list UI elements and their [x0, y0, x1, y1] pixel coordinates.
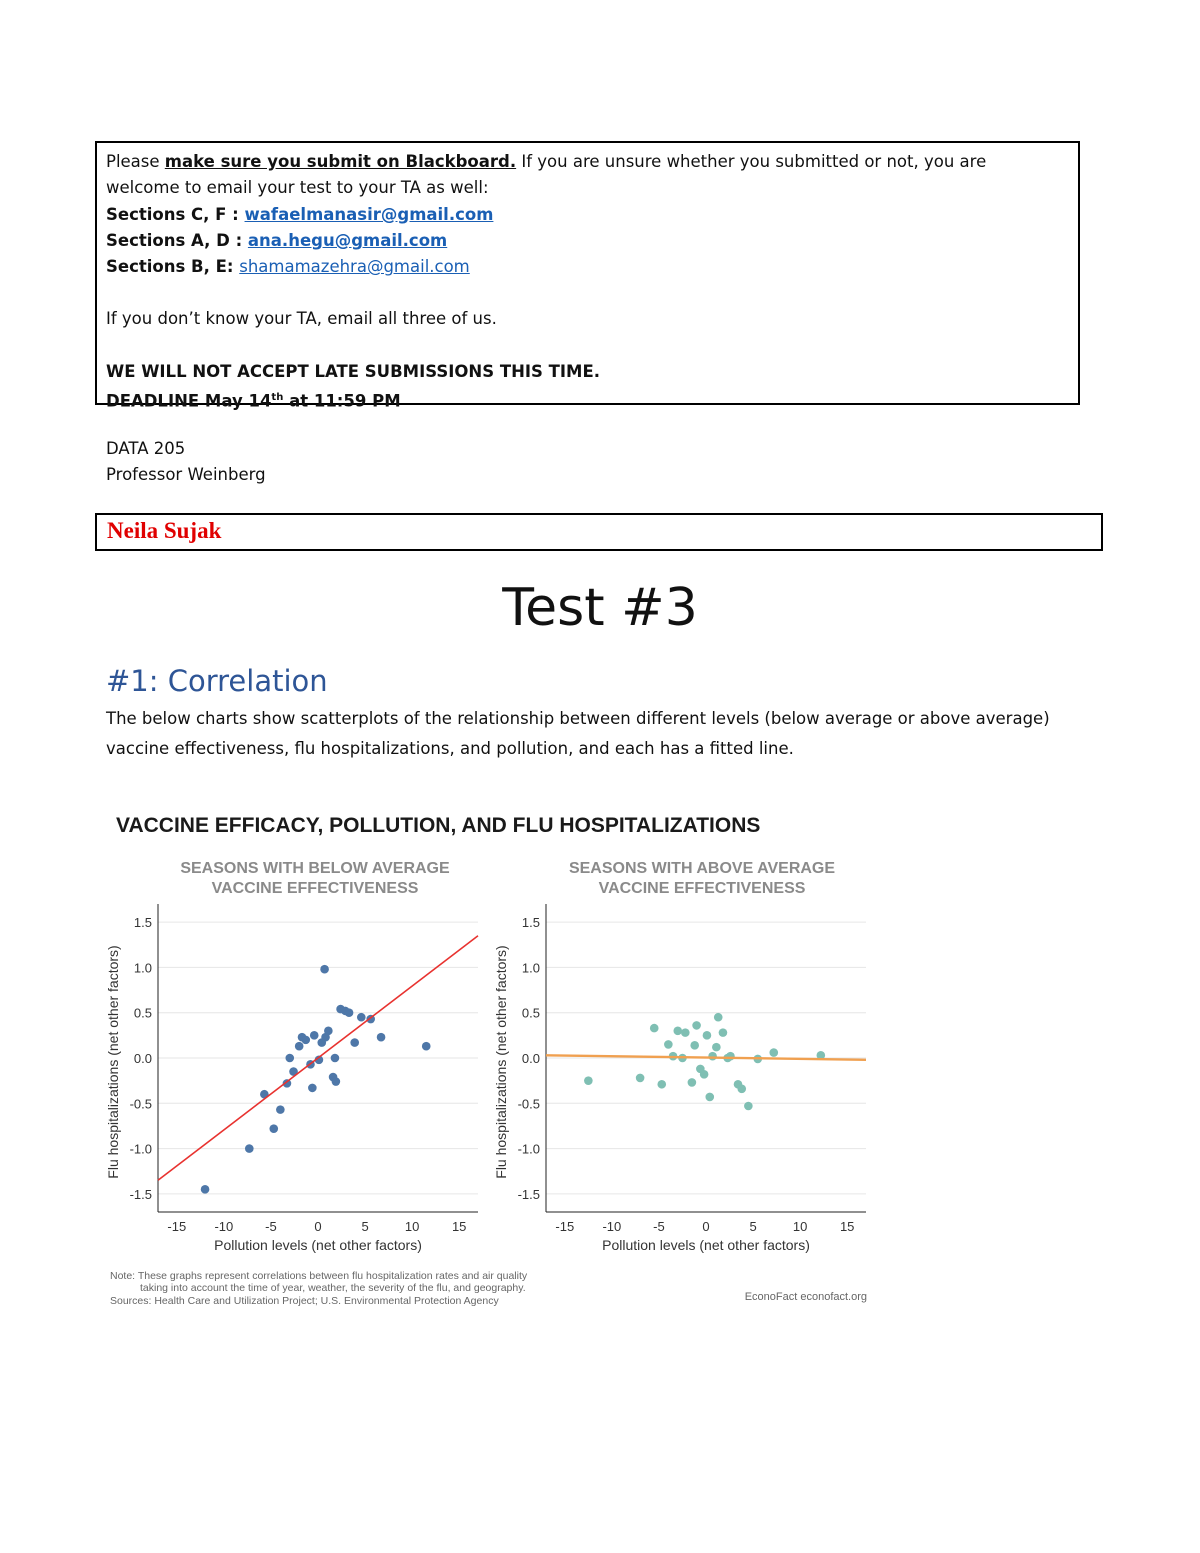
right-data-point — [650, 1024, 659, 1033]
left-data-point — [269, 1124, 278, 1133]
left-data-point — [350, 1038, 359, 1047]
right-data-point — [681, 1028, 690, 1037]
right-data-point — [692, 1021, 701, 1030]
left-x-axis-label: Pollution levels (net other factors) — [214, 1237, 422, 1253]
contact-sections-be: Sections B, E: shamamazehra@gmail.com — [106, 257, 470, 277]
right-data-point — [700, 1070, 709, 1079]
left-x-tick-label: 10 — [404, 1219, 420, 1234]
right-y-tick-label: 1.5 — [521, 915, 540, 931]
figure-svg — [100, 800, 900, 1320]
left-data-point — [332, 1077, 341, 1086]
left-x-tick-label: 0 — [314, 1219, 322, 1234]
left-data-point — [301, 1036, 310, 1045]
right-x-tick-label: 0 — [702, 1219, 710, 1234]
student-name: Neila Sujak — [107, 518, 222, 543]
right-y-tick-label: -1.5 — [517, 1186, 540, 1202]
right-data-point — [673, 1027, 682, 1036]
left-x-tick-label: -10 — [214, 1219, 234, 1234]
left-data-point — [422, 1042, 431, 1051]
right-data-point — [657, 1080, 666, 1089]
submission-notice-box — [95, 141, 1080, 411]
right-data-point — [719, 1028, 728, 1037]
left-y-axis-label: Flu hospitalizations (net other factors) — [105, 945, 121, 1179]
right-data-point — [714, 1013, 723, 1022]
left-y-tick-label: 0.0 — [133, 1051, 152, 1066]
left-x-tick-label: -5 — [265, 1219, 277, 1234]
right-data-point — [744, 1102, 753, 1111]
test-title: Test #3 — [502, 578, 698, 638]
right-chart-title-line-2: VACCINE EFFECTIVENESS — [598, 880, 806, 897]
left-x-tick-label: -15 — [167, 1219, 187, 1234]
left-data-point — [295, 1042, 304, 1051]
right-data-point — [769, 1048, 778, 1057]
right-y-axis-label: Flu hospitalizations (net other factors) — [493, 945, 509, 1179]
email-link-cf[interactable]: wafaelmanasir@gmail.com — [244, 204, 494, 224]
left-y-tick-label: -0.5 — [129, 1096, 152, 1112]
right-y-tick-label: -0.5 — [517, 1096, 540, 1112]
left-x-tick-label: 5 — [361, 1219, 369, 1234]
right-chart-title-line-1: SEASONS WITH ABOVE AVERAGE — [568, 860, 836, 877]
left-y-tick-label: -1.0 — [129, 1141, 152, 1157]
right-data-point — [703, 1031, 712, 1040]
right-y-tick-label: 1.0 — [521, 960, 540, 976]
right-x-tick-label: 5 — [749, 1219, 757, 1234]
left-data-point — [201, 1185, 210, 1194]
student-name-box — [95, 513, 1103, 551]
email-link-ad[interactable]: ana.hegu@gmail.com — [247, 230, 448, 250]
right-data-point — [584, 1076, 593, 1085]
deadline: DEADLINE May 14th at 11:59 PM — [106, 391, 401, 411]
right-x-axis-label: Pollution levels (net other factors) — [602, 1237, 810, 1253]
right-data-point — [688, 1078, 697, 1087]
left-data-point — [377, 1033, 386, 1042]
left-y-tick-label: 0.5 — [133, 1005, 152, 1021]
left-chart-title-line-2: VACCINE EFFECTIVENESS — [211, 880, 419, 897]
left-data-point — [308, 1084, 317, 1093]
right-data-point — [664, 1040, 673, 1049]
left-data-point — [310, 1031, 319, 1040]
right-data-point — [705, 1093, 714, 1102]
right-y-tick-label: 0.0 — [521, 1051, 540, 1066]
ta-note: If you don’t know your TA, email all three of us. — [106, 309, 497, 329]
right-data-point — [690, 1041, 699, 1050]
figure-note-line-2: taking into account the time of year, weather, the severity of the flu, and geography. — [140, 1282, 526, 1294]
left-data-point — [357, 1013, 366, 1022]
left-data-point — [245, 1144, 254, 1153]
left-y-tick-label: 1.5 — [133, 915, 152, 931]
right-data-point — [708, 1052, 717, 1061]
right-data-point — [726, 1052, 735, 1061]
course-code: DATA 205 — [106, 439, 186, 458]
email-link-be[interactable]: shamamazehra@gmail.com — [239, 257, 470, 277]
right-data-point — [737, 1085, 746, 1094]
left-chart-title-line-1: SEASONS WITH BELOW AVERAGE — [180, 860, 450, 877]
contact-sections-ad: Sections A, D : ana.hegu@gmail.com — [106, 230, 448, 250]
left-y-tick-label: 1.0 — [133, 960, 152, 976]
blackboard-emphasis: make sure you submit on Blackboard. — [164, 152, 517, 171]
chart-above-average — [493, 860, 866, 1253]
right-data-point — [636, 1074, 645, 1083]
figure-sources: Sources: Health Care and Utilization Project; U.S. Environmental Protection Agency — [110, 1295, 499, 1307]
left-y-tick-label: -1.5 — [129, 1186, 152, 1202]
right-x-tick-label: -15 — [555, 1219, 575, 1234]
figure-note-line-1: Note: These graphs represent correlations between flu hospitalization rates and air quality — [110, 1270, 528, 1282]
notice-line-1: Please make sure you submit on Blackboard. If you are unsure whether you submitted or not, you are — [106, 152, 987, 171]
right-data-point — [712, 1043, 721, 1052]
late-warning: WE WILL NOT ACCEPT LATE SUBMISSIONS THIS TIME. — [106, 361, 601, 381]
section-heading: #1: Correlation — [106, 664, 328, 698]
right-y-tick-label: 0.5 — [521, 1005, 540, 1021]
professor-name: Professor Weinberg — [106, 465, 266, 484]
left-data-point — [276, 1105, 285, 1114]
left-data-point — [320, 965, 329, 974]
left-x-tick-label: 15 — [451, 1219, 467, 1234]
right-y-tick-label: -1.0 — [517, 1141, 540, 1157]
econofact-figure — [100, 800, 900, 1324]
left-data-point — [331, 1054, 340, 1063]
right-x-tick-label: 10 — [792, 1219, 808, 1234]
left-data-point — [285, 1054, 294, 1063]
right-x-tick-label: 15 — [839, 1219, 855, 1234]
course-info — [106, 436, 266, 488]
notice-line-2: welcome to email your test to your TA as well: — [106, 178, 489, 198]
intro-paragraph: The below charts show scatterplots of the relationship between different levels (below average or above average) vaccine effectiveness, flu hospitalizations, and pollution, and each has a fitted line. — [106, 709, 1050, 758]
chart-below-average — [105, 860, 478, 1253]
figure-title: VACCINE EFFICACY, POLLUTION, AND FLU HOSPITALIZATIONS — [116, 814, 761, 837]
contact-sections-cf: Sections C, F : wafaelmanasir@gmail.com — [106, 204, 494, 224]
left-data-point — [345, 1008, 354, 1017]
right-x-tick-label: -5 — [653, 1219, 665, 1234]
left-data-point — [324, 1027, 333, 1036]
econofact-credit: EconoFact econofact.org — [744, 1291, 867, 1303]
right-x-tick-label: -10 — [602, 1219, 622, 1234]
